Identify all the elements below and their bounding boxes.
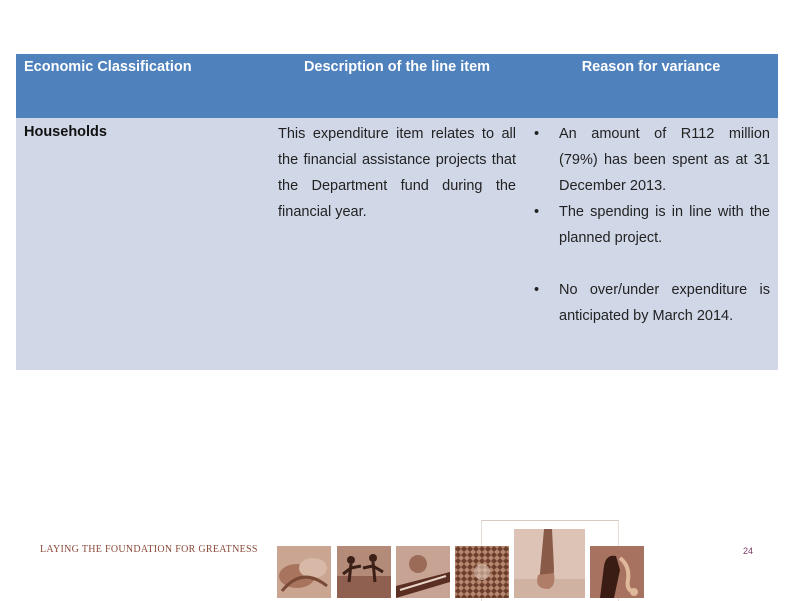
reason-cell — [524, 118, 778, 370]
list-item — [532, 121, 770, 199]
dancers-photo — [337, 546, 391, 598]
header-description: Description of the line item — [270, 54, 524, 118]
woven-basket-photo — [455, 546, 509, 598]
reason-text: The spending is in line with the planned project. — [559, 204, 770, 246]
variance-table — [16, 54, 778, 370]
page-number: 24 — [743, 546, 754, 556]
drum-photo — [396, 546, 450, 598]
bullet-icon: • — [534, 204, 540, 220]
list-item — [532, 199, 770, 251]
header-economic-classification: Economic Classification — [16, 54, 270, 118]
table-row — [16, 118, 778, 370]
table-header-row — [16, 54, 778, 118]
reason-text: An amount of R112 million (79%) has been spent as at 31 December 2013. — [559, 126, 770, 194]
reason-text: No over/under expenditure is anticipated by March 2014. — [559, 282, 770, 324]
bullet-icon: • — [534, 282, 540, 298]
classification-cell — [16, 118, 270, 370]
hands-craft-photo — [277, 546, 331, 598]
ballet-shoe-photo — [514, 529, 585, 598]
footer-tagline: LAYING THE FOUNDATION FOR GREATNESS — [40, 544, 258, 555]
classification-value: Households — [24, 124, 107, 140]
description-cell — [270, 118, 524, 370]
saxophone-photo — [590, 546, 644, 598]
header-reason: Reason for variance — [524, 54, 778, 118]
bullet-icon: • — [534, 126, 540, 142]
description-value: This expenditure item relates to all the financial assistance projects that the Department fund during the financial year. — [278, 126, 516, 220]
reason-list — [532, 121, 770, 329]
list-item — [532, 277, 770, 329]
